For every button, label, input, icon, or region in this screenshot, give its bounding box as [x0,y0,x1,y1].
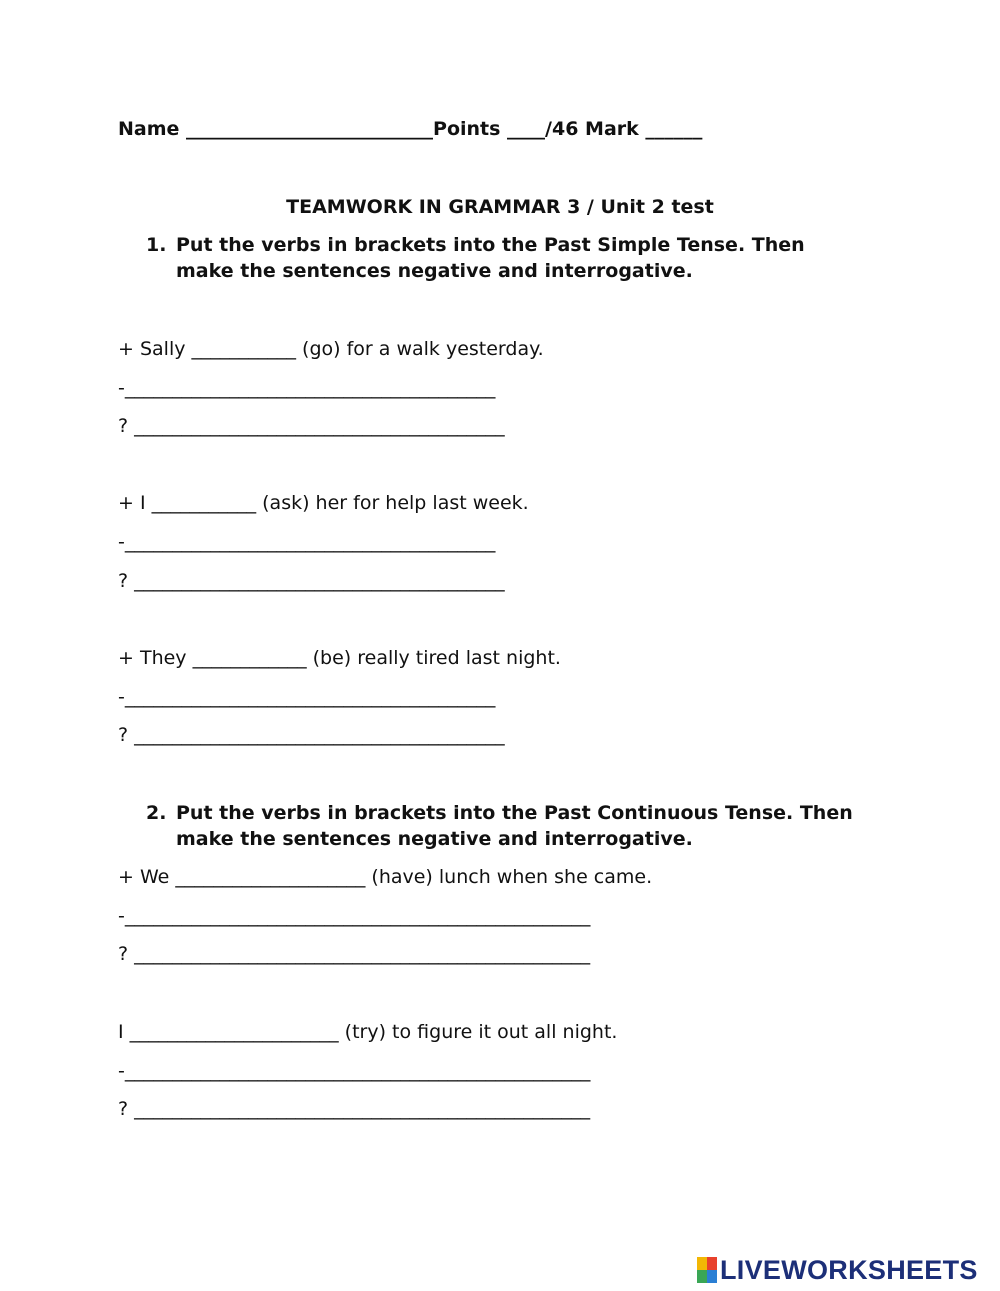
q2-item2-negative-answer-line: -_________________________________________________ [118,1060,591,1082]
logo-icon-cell-2 [707,1257,717,1270]
liveworksheets-logo-icon [697,1257,717,1283]
q1-item3-positive: + They ____________ (be) really tired last night. [118,647,561,669]
q1-item3-negative-answer-line: -_______________________________________ [118,686,496,708]
q2-item2-positive: I ______________________ (try) to figure it out all night. [118,1021,618,1043]
q1-item1-negative-answer-line: -_______________________________________ [118,377,496,399]
header-name-points-mark: Name __________________________Points ____/46 Mark ______ [118,118,703,140]
q1-item3-question-answer-line: ? _______________________________________ [118,724,505,746]
logo-text: LIVEWORKSHEETS [720,1254,978,1285]
question-1-instruction: Put the verbs in brackets into the Past Simple Tense. Then make the sentences negative and interrogative. [176,234,805,282]
q1-item2-negative-answer-line: -_______________________________________ [118,531,496,553]
q2-item1-question-answer-line: ? ________________________________________________ [118,943,591,965]
logo-icon-cell-4 [707,1270,717,1283]
question-1-number: 1. [146,234,167,256]
q1-item2-positive: + I ___________ (ask) her for help last week. [118,492,529,514]
q2-item2-question-answer-line: ? ________________________________________________ [118,1098,591,1120]
question-2-number: 2. [146,802,167,824]
question-2-instruction: Put the verbs in brackets into the Past Continuous Tense. Then make the sentences negative and interrogative. [176,802,853,850]
q1-item1-positive: + Sally ___________ (go) for a walk yesterday. [118,338,544,360]
q2-item1-positive: + We ____________________ (have) lunch when she came. [118,866,653,888]
liveworksheets-logo [697,1256,978,1284]
q1-item1-question-answer-line: ? _______________________________________ [118,415,505,437]
logo-icon-cell-3 [697,1270,707,1283]
q1-item2-question-answer-line: ? _______________________________________ [118,570,505,592]
logo-icon-cell-1 [697,1257,707,1270]
page-title: TEAMWORK IN GRAMMAR 3 / Unit 2 test [286,196,714,218]
q2-item1-negative-answer-line: -_________________________________________________ [118,905,591,927]
